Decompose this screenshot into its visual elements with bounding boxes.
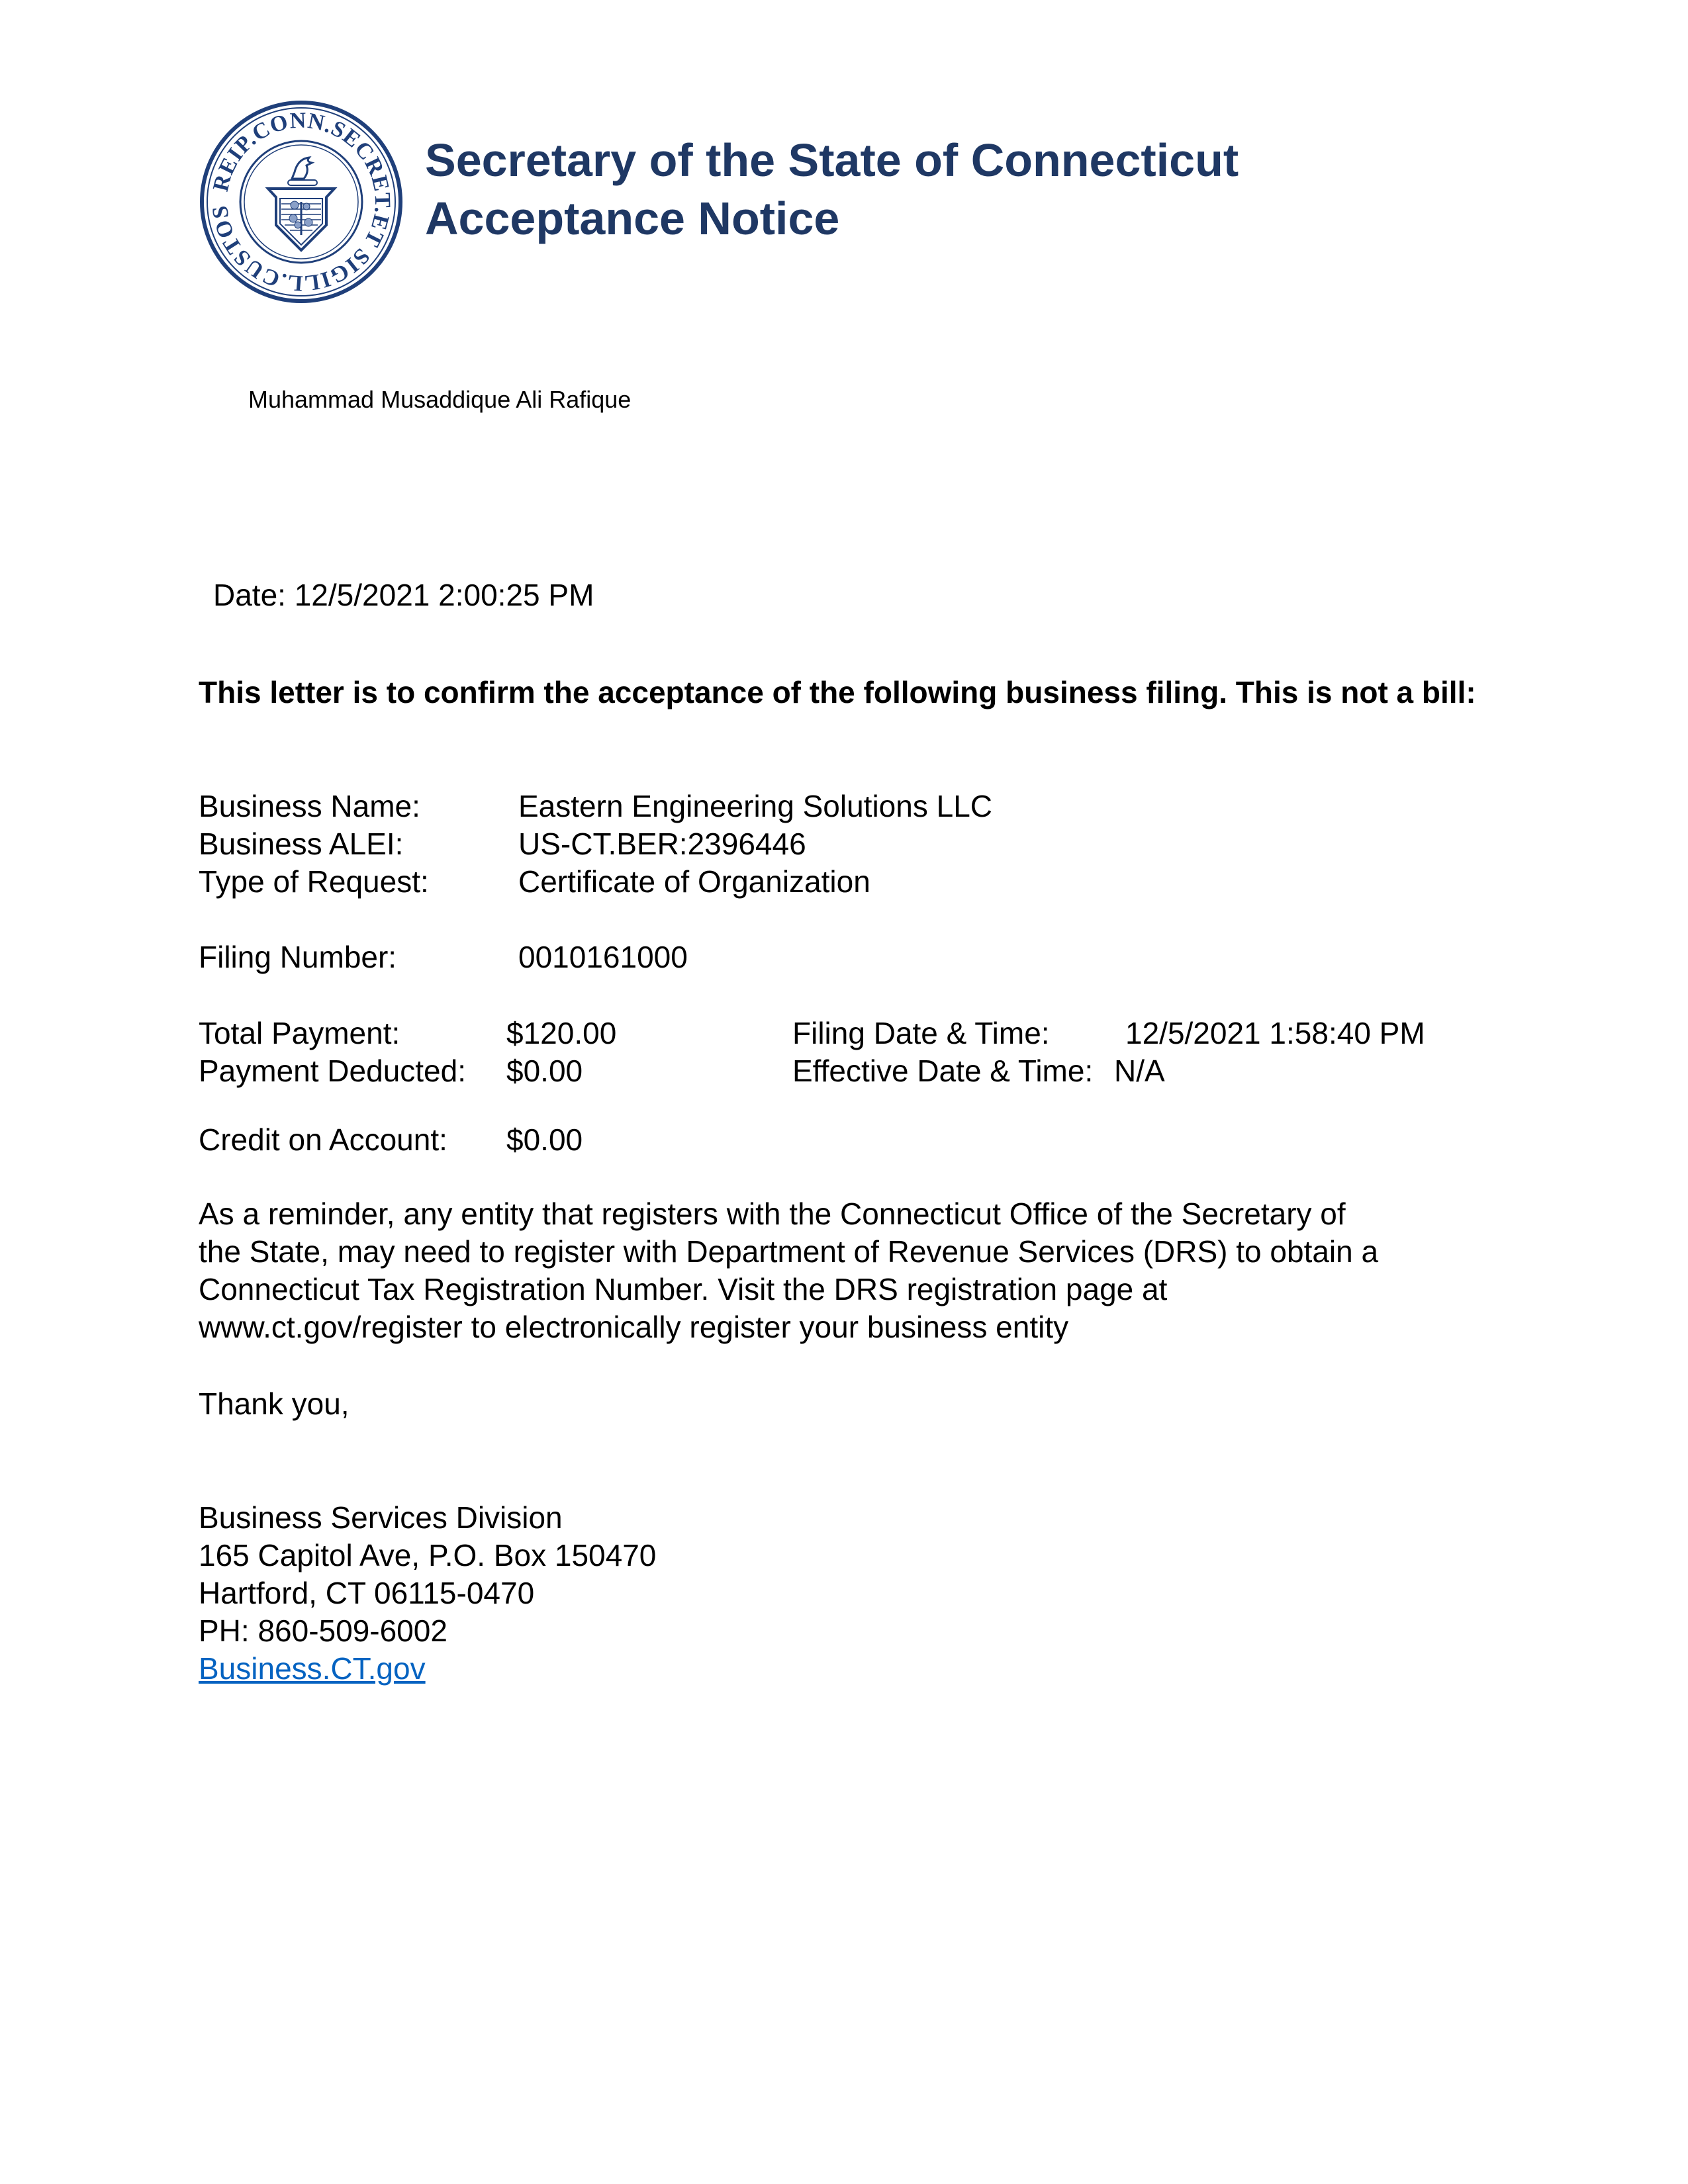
address-line-1: 165 Capitol Ave, P.O. Box 150470 xyxy=(199,1538,657,1572)
business-alei-value: US-CT.BER:2396446 xyxy=(518,827,806,861)
reminder-line: the State, may need to register with Department of Revenue Services (DRS) to obtain a xyxy=(199,1234,1379,1269)
total-payment-value: $120.00 xyxy=(506,1016,617,1050)
page-subtitle: Acceptance Notice xyxy=(425,193,840,244)
address-line-2: Hartford, CT 06115-0470 xyxy=(199,1576,535,1610)
total-payment-label: Total Payment: xyxy=(199,1016,400,1050)
business-name-value: Eastern Engineering Solutions LLC xyxy=(518,789,993,823)
seal-text: REIP.CONN.SECRET.ET SIGILL.CUSTOS xyxy=(207,108,395,296)
notice-date: Date: 12/5/2021 2:00:25 PM xyxy=(213,578,594,612)
division-name: Business Services Division xyxy=(199,1500,563,1535)
credit-value: $0.00 xyxy=(506,1122,583,1157)
state-seal xyxy=(199,99,404,304)
drs-reminder xyxy=(199,1195,1496,1346)
request-type-value: Certificate of Organization xyxy=(518,864,870,899)
filing-datetime-label: Filing Date & Time: xyxy=(792,1016,1050,1050)
seal-icon xyxy=(199,99,404,304)
filing-number-value: 0010161000 xyxy=(518,940,688,974)
request-type-label: Type of Request: xyxy=(199,864,429,899)
effective-datetime-label: Effective Date & Time: xyxy=(792,1054,1094,1088)
reminder-line: www.ct.gov/register to electronically register your business entity xyxy=(199,1310,1069,1344)
credit-label: Credit on Account: xyxy=(199,1122,447,1157)
payment-deducted-label: Payment Deducted: xyxy=(199,1054,467,1088)
closing: Thank you, xyxy=(199,1387,350,1421)
payment-deducted-value: $0.00 xyxy=(506,1054,583,1088)
website-link[interactable]: Business.CT.gov xyxy=(199,1651,426,1686)
phone-number: PH: 860-509-6002 xyxy=(199,1614,447,1648)
filing-number-label: Filing Number: xyxy=(199,940,397,974)
filing-datetime-value: 12/5/2021 1:58:40 PM xyxy=(1125,1016,1425,1050)
effective-datetime-value: N/A xyxy=(1114,1054,1165,1088)
recipient-name: Muhammad Musaddique Ali Rafique xyxy=(248,386,632,413)
reminder-line: As a reminder, any entity that registers with the Connecticut Office of the Secretary of xyxy=(199,1197,1346,1231)
business-name-label: Business Name: xyxy=(199,789,420,823)
page-title: Secretary of the State of Connecticut xyxy=(425,134,1239,186)
reminder-line: Connecticut Tax Registration Number. Visit the DRS registration page at xyxy=(199,1272,1168,1306)
intro-statement: This letter is to confirm the acceptance of the following business filing. This is not a bill: xyxy=(199,675,1476,709)
business-alei-label: Business ALEI: xyxy=(199,827,404,861)
